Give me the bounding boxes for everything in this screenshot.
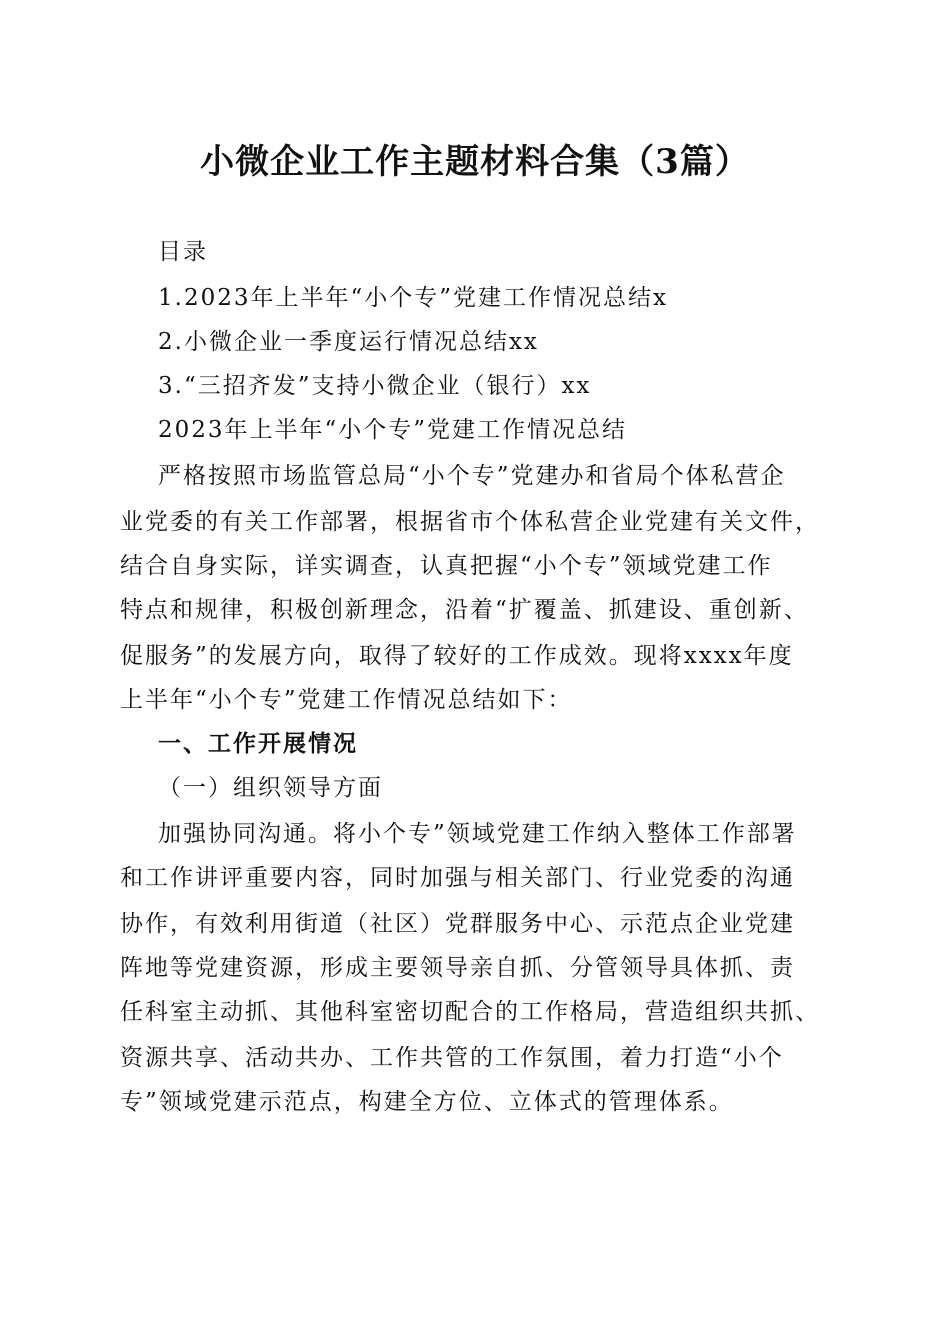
body-line: 专”领域党建示范点，构建全方位、立体式的管理体系。 (120, 1089, 734, 1115)
intro-line: 促服务”的发展方向，取得了较好的工作成效。现将xxxx年度 (120, 643, 794, 669)
intro-line: 严格按照市场监管总局“小个专”党建办和省局个体私营企 (158, 463, 786, 489)
body-line: 任科室主动抓、其他科室密切配合的工作格局，营造组织共抓、 (120, 999, 820, 1025)
body-line: 阵地等党建资源，形成主要领导亲自抓、分管领导具体抓、责 (120, 955, 795, 981)
subsection-heading: （一）组织领导方面 (158, 775, 383, 801)
intro-line: 特点和规律，积极创新理念，沿着“扩覆盖、抓建设、重创新、 (120, 597, 809, 623)
body-line: 和工作讲评重要内容，同时加强与相关部门、行业党委的沟通 (120, 865, 795, 891)
toc-item-3: 3.“三招齐发”支持小微企业（银行）xx (158, 373, 592, 399)
toc-item-2: 2.小微企业一季度运行情况总结xx (158, 329, 539, 355)
body-line: 协作，有效利用街道（社区）党群服务中心、示范点企业党建 (120, 911, 795, 937)
toc-item-1: 1.2023年上半年“小个专”党建工作情况总结x (158, 285, 668, 311)
document-title: 小微企业工作主题材料合集（3篇） (200, 142, 750, 182)
intro-line: 业党委的有关工作部署，根据省市个体私营企业党建有关文件， (120, 509, 820, 535)
intro-line: 上半年“小个专”党建工作情况总结如下： (120, 687, 573, 713)
body-line: 加强协同沟通。将小个专”领域党建工作纳入整体工作部署 (158, 821, 797, 847)
body-line: 资源共享、活动共办、工作共管的工作氛围，着力打造“小个 (120, 1045, 784, 1071)
intro-line: 结合自身实际，详实调查，认真把握“小个专”领域党建工作 (120, 553, 773, 579)
toc-label: 目录 (158, 239, 208, 265)
article-title: 2023年上半年“小个专”党建工作情况总结 (158, 417, 628, 443)
section-heading: 一、工作开展情况 (158, 731, 358, 757)
